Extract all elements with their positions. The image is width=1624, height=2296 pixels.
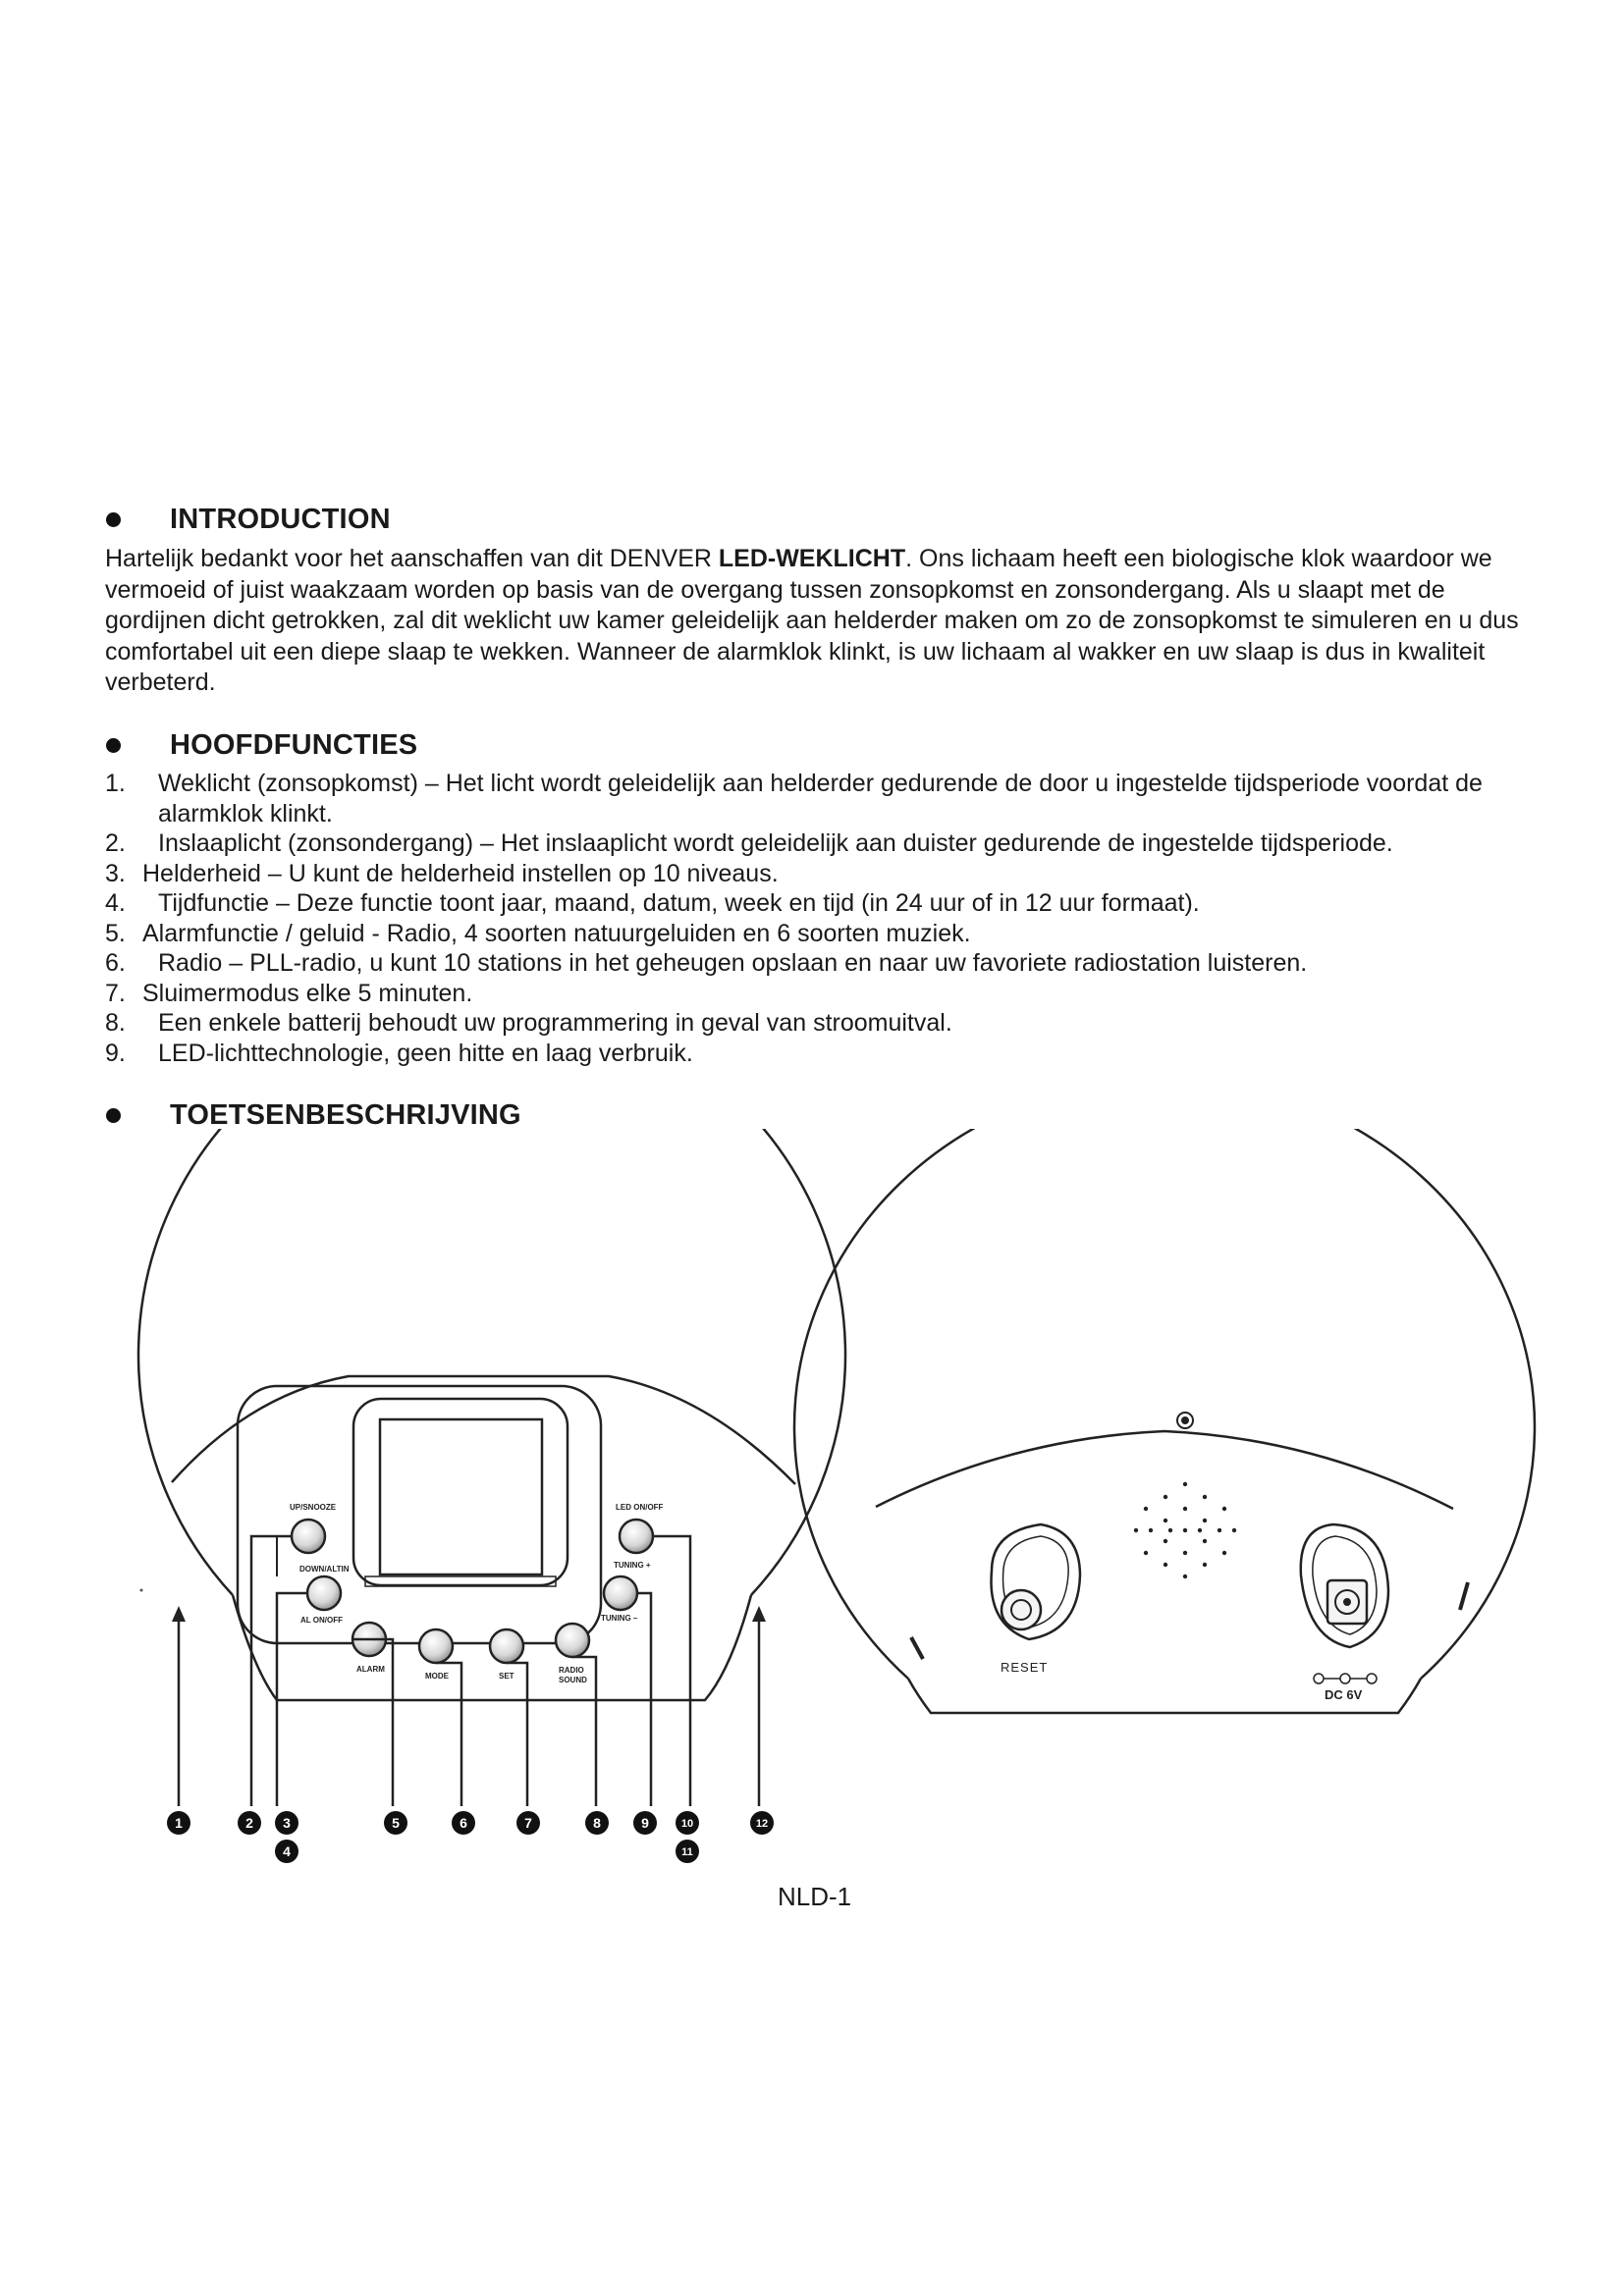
label-dc: DC 6V — [1325, 1687, 1363, 1702]
intro-text-before: Hartelijk bedankt voor het aanschaffen van dit DENVER — [105, 545, 719, 572]
callout-number: 3 — [283, 1815, 291, 1831]
back-labels — [1001, 1660, 1363, 1702]
back-screw-hole-inner — [1181, 1416, 1189, 1424]
bullet-icon — [106, 1108, 121, 1123]
label-radio: RADIO — [559, 1666, 584, 1675]
list-item-number: 8. — [105, 1009, 126, 1037]
features-list — [105, 769, 1548, 1068]
speaker-grille — [1134, 1482, 1236, 1578]
list-item — [105, 769, 1548, 828]
list-item-number: 6. — [105, 949, 126, 977]
list-item — [105, 828, 1548, 859]
front-buttons — [292, 1520, 653, 1663]
front-dome-outline — [138, 1129, 845, 1595]
list-item-text: Weklicht (zonsopkomst) – Het licht wordt geleidelijk aan helderder gedurende de door u ingestelde tijdsperiode voordat de alarmklok klinkt. — [158, 770, 1483, 828]
list-item-number: 1. — [105, 770, 126, 797]
features-heading-row — [106, 729, 417, 762]
list-item — [105, 919, 1548, 949]
callout-number: 4 — [283, 1843, 291, 1859]
front-panel-outline — [238, 1386, 601, 1643]
callout-number: 8 — [593, 1815, 601, 1831]
page-number: NLD-1 — [778, 1882, 852, 1911]
label-reset: RESET — [1001, 1660, 1049, 1675]
intro-heading: INTRODUCTION — [170, 504, 391, 535]
list-item-text: Inslaaplicht (zonsondergang) – Het inslaaplicht wordt geleidelijk aan duister gedurende de ingestelde tijdsperiode. — [158, 829, 1393, 857]
back-unit — [794, 1129, 1535, 1713]
list-item-text: Een enkele batterij behoudt uw programmering in geval van stroomuitval. — [158, 1009, 952, 1037]
tuning-minus-button[interactable] — [604, 1576, 637, 1610]
callout-number: 12 — [755, 1818, 769, 1830]
list-item-number: 4. — [105, 889, 126, 917]
list-item-number: 5. — [105, 919, 126, 947]
radio-sound-button[interactable] — [556, 1624, 589, 1657]
product-diagram — [0, 1129, 1624, 1875]
label-led-on-off: LED ON/OFF — [616, 1503, 664, 1512]
label-up-snooze: UP/SNOOZE — [290, 1503, 337, 1512]
label-set: SET — [499, 1672, 514, 1681]
label-tuning-minus: TUNING – — [601, 1614, 638, 1623]
reset-button[interactable] — [1001, 1590, 1041, 1629]
label-sound: SOUND — [559, 1676, 587, 1684]
list-item-text: Helderheid – U kunt de helderheid instellen op 10 niveaus. — [142, 859, 779, 887]
list-item-number: 9. — [105, 1039, 126, 1067]
keys-heading: TOETSENBESCHRIJVING — [170, 1099, 521, 1131]
bullet-icon — [106, 738, 121, 753]
mode-button[interactable] — [419, 1629, 453, 1663]
callout-number: 7 — [524, 1815, 532, 1831]
label-alarm: ALARM — [356, 1665, 385, 1674]
callout-number: 5 — [392, 1815, 400, 1831]
stray-dot — [140, 1589, 143, 1592]
callout-number: 9 — [641, 1815, 649, 1831]
callout-number: 6 — [460, 1815, 467, 1831]
dc-jack-pin — [1343, 1598, 1351, 1606]
list-item — [105, 859, 1548, 889]
list-item-text: Alarmfunctie / geluid - Radio, 4 soorten natuurgeluiden en 6 soorten muziek. — [142, 919, 971, 947]
label-tuning-plus: TUNING + — [614, 1561, 651, 1570]
keys-heading-row — [106, 1099, 521, 1132]
front-band-top — [172, 1376, 795, 1484]
list-item — [105, 1008, 1548, 1039]
intro-heading-row — [106, 504, 391, 536]
label-al-on-off: AL ON/OFF — [300, 1616, 343, 1625]
list-item — [105, 888, 1548, 919]
list-item-text: Tijdfunctie – Deze functie toont jaar, maand, datum, week en tijd (in 24 uur of in 12 uur formaat). — [158, 889, 1200, 917]
set-button[interactable] — [490, 1629, 523, 1663]
intro-paragraph — [105, 544, 1548, 699]
intro-text-after: . Ons lichaam heeft een biologische klok waardoor we vermoeid of juist waakzaam worden op basis van de overgang tussen zonsopkomst en zonsondergang. Als u slaapt met de gordijnen dicht getrokken, zal dit weklicht uw kamer geleidelijk aan helderder maken om zo de zonsopkomst te simuleren en u dus comfortabel uit een diepe slaap te wekken. Wanneer de alarmklok klinkt, is uw lichaam al wakker en uw slaap is dus in kwaliteit verbeterd. — [105, 545, 1519, 696]
features-heading: HOOFDFUNCTIES — [170, 729, 418, 761]
callout-number: 1 — [175, 1815, 183, 1831]
list-item — [105, 979, 1548, 1009]
front-unit — [138, 1129, 845, 1700]
list-item — [105, 948, 1548, 979]
back-right-clip — [1460, 1582, 1468, 1610]
label-down-alon: DOWN/ALTIN — [299, 1565, 350, 1574]
display-outer — [353, 1399, 568, 1585]
polarity-symbol — [1314, 1674, 1377, 1683]
list-item-text: LED-lichttechnologie, geen hitte en laag verbruik. — [158, 1039, 693, 1067]
list-item-number: 7. — [105, 979, 126, 1007]
down-alon-button[interactable] — [307, 1576, 341, 1610]
intro-product-name: LED-WEKLICHT — [718, 545, 906, 572]
label-mode: MODE — [425, 1672, 449, 1681]
list-item-number: 2. — [105, 829, 126, 857]
callout-number: 11 — [681, 1846, 693, 1858]
back-left-clip — [911, 1637, 923, 1659]
list-item-text: Sluimermodus elke 5 minuten. — [142, 979, 473, 1007]
list-item-text: Radio – PLL-radio, u kunt 10 stations in het geheugen opslaan en naar uw favoriete radiostation luisteren. — [158, 949, 1308, 977]
up-snooze-button[interactable] — [292, 1520, 325, 1553]
callout-number: 2 — [245, 1815, 253, 1831]
back-dome-outline — [794, 1129, 1535, 1679]
bullet-icon — [106, 512, 121, 527]
callout-number: 10 — [680, 1818, 694, 1830]
display-screen — [380, 1419, 542, 1575]
callout-arrowheads — [172, 1606, 766, 1622]
list-item-number: 3. — [105, 859, 126, 887]
led-on-off-button[interactable] — [620, 1520, 653, 1553]
list-item — [105, 1039, 1548, 1069]
